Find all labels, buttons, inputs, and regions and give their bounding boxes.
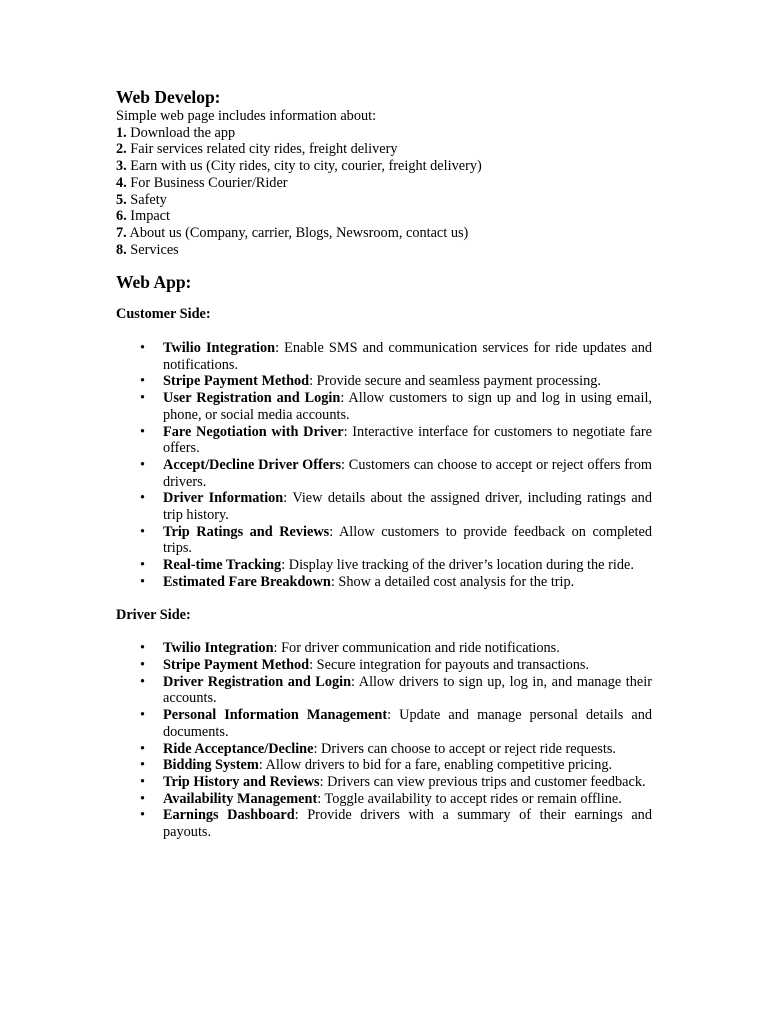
feature-title: Driver Registration and Login [163,673,352,690]
item-number: 1. [116,124,127,141]
item-number: 4. [116,174,127,191]
feature-title: Fare Negotiation with Driver [163,423,344,440]
bullet-icon: • [140,523,146,540]
feature-title: Twilio Integration [163,340,276,357]
feature-title: Accept/Decline Driver Offers [163,456,342,473]
feature-text: : Enable SMS and communication services for ride updates and notifications. [163,340,652,373]
feature-title: Twilio Integration [163,640,274,657]
feature-title: User Registration and Login [163,390,341,407]
feature-title: Bidding System [163,757,259,774]
numbered-item [116,141,652,158]
numbered-item [116,175,652,192]
item-number: 5. [116,191,127,208]
feature-title: Estimated Fare Breakdown [163,573,331,590]
bullet-icon: • [140,456,146,473]
bullet-icon: • [140,673,146,690]
feature-title: Stripe Payment Method [163,373,310,390]
list-item [140,707,652,740]
feature-text: : Allow drivers to bid for a fare, enabling competitive pricing. [258,757,613,774]
list-item [140,373,652,390]
item-text: Download the app [126,124,236,141]
numbered-item [116,242,652,259]
item-number: 7. [116,224,127,241]
numbered-item [116,125,652,142]
bullet-icon: • [140,490,146,507]
feature-text: : Interactive interface for customers to negotiate fare offers. [163,423,652,457]
feature-text: : Show a detailed cost analysis for the trip. [330,573,575,590]
list-item [140,423,652,457]
list-item [140,640,652,657]
customer-side-heading: Customer Side: [116,306,211,323]
bullet-icon: • [140,640,146,657]
item-text: Earn with us (City rides, city to city, courier, freight delivery) [126,158,482,175]
feature-text: : For driver communication and ride notifications. [273,640,560,657]
customer-feature-list [116,340,652,591]
feature-text: : Update and manage personal details and documents. [163,707,652,740]
item-text: Fair services related city rides, freight delivery [126,141,398,158]
list-item [140,573,652,591]
feature-text: : Toggle availability to accept rides or remain offline. [317,790,622,807]
list-item [140,523,652,557]
feature-title: Real-time Tracking [163,557,282,574]
bullet-icon: • [140,757,146,774]
feature-text: : View details about the assigned driver, including ratings and trip history. [163,490,652,524]
list-item [140,807,652,841]
feature-title: Stripe Payment Method [163,656,310,673]
feature-text: : Secure integration for payouts and transactions. [309,656,590,673]
web-develop-intro: Simple web page includes information about: [116,108,377,124]
feature-title: Trip History and Reviews [163,773,320,790]
feature-text: : Provide secure and seamless payment processing. [309,373,601,390]
numbered-item [116,225,652,242]
bullet-icon: • [140,790,146,807]
item-text: Services [126,241,179,258]
bullet-icon: • [140,656,146,673]
item-text: Safety [126,191,167,208]
numbered-item [116,158,652,175]
bullet-icon: • [140,740,146,757]
item-number: 2. [116,141,127,158]
list-item [140,740,652,758]
driver-feature-list [116,640,652,840]
bullet-icon: • [140,573,146,590]
list-item [140,773,652,791]
bullet-icon: • [140,807,146,824]
list-item [140,490,652,524]
driver-side-heading: Driver Side: [116,606,191,623]
feature-text: : Display live tracking of the driver’s location during the ride. [281,557,634,574]
feature-text: : Allow customers to provide feedback on completed trips. [163,523,652,557]
numbered-item [116,208,652,225]
bullet-icon: • [140,557,146,574]
item-text: For Business Courier/Rider [126,174,288,191]
web-develop-list [116,125,652,259]
web-develop-heading: Web Develop: [116,87,221,107]
list-item [140,673,652,707]
list-item [140,757,652,774]
item-number: 6. [116,208,127,225]
feature-title: Earnings Dashboard [163,807,295,824]
list-item [140,557,652,574]
item-text: About us (Company, carrier, Blogs, Newsroom, contact us) [126,224,469,241]
feature-title: Driver Information [163,490,284,507]
bullet-icon: • [140,707,146,724]
feature-text: : Drivers can choose to accept or reject ride requests. [313,740,616,757]
numbered-item [116,192,652,209]
bullet-icon: • [140,423,146,440]
item-text: Impact [126,208,171,225]
list-item [140,656,652,674]
web-app-heading: Web App: [116,272,192,293]
list-item [140,790,652,808]
feature-title: Availability Management [163,790,318,807]
feature-text: : Provide drivers with a summary of their earnings and payouts. [163,807,652,841]
list-item [140,340,652,373]
bullet-icon: • [140,373,146,390]
bullet-icon: • [140,773,146,790]
feature-title: Ride Acceptance/Decline [163,740,314,757]
feature-title: Personal Information Management [163,707,388,724]
bullet-icon: • [140,390,146,407]
feature-text: : Allow drivers to sign up, log in, and manage their accounts. [163,673,652,707]
item-number: 3. [116,158,127,175]
list-item [140,456,652,490]
feature-title: Trip Ratings and Reviews [163,523,330,540]
feature-text: : Allow customers to sign up and log in using email, phone, or social media accounts. [163,390,652,423]
list-item [140,390,652,423]
bullet-icon: • [140,340,146,357]
item-number: 8. [116,241,127,258]
feature-text: : Drivers can view previous trips and customer feedback. [319,773,646,790]
document-page [116,86,652,841]
feature-text: : Customers can choose to accept or reject offers from drivers. [163,456,652,490]
